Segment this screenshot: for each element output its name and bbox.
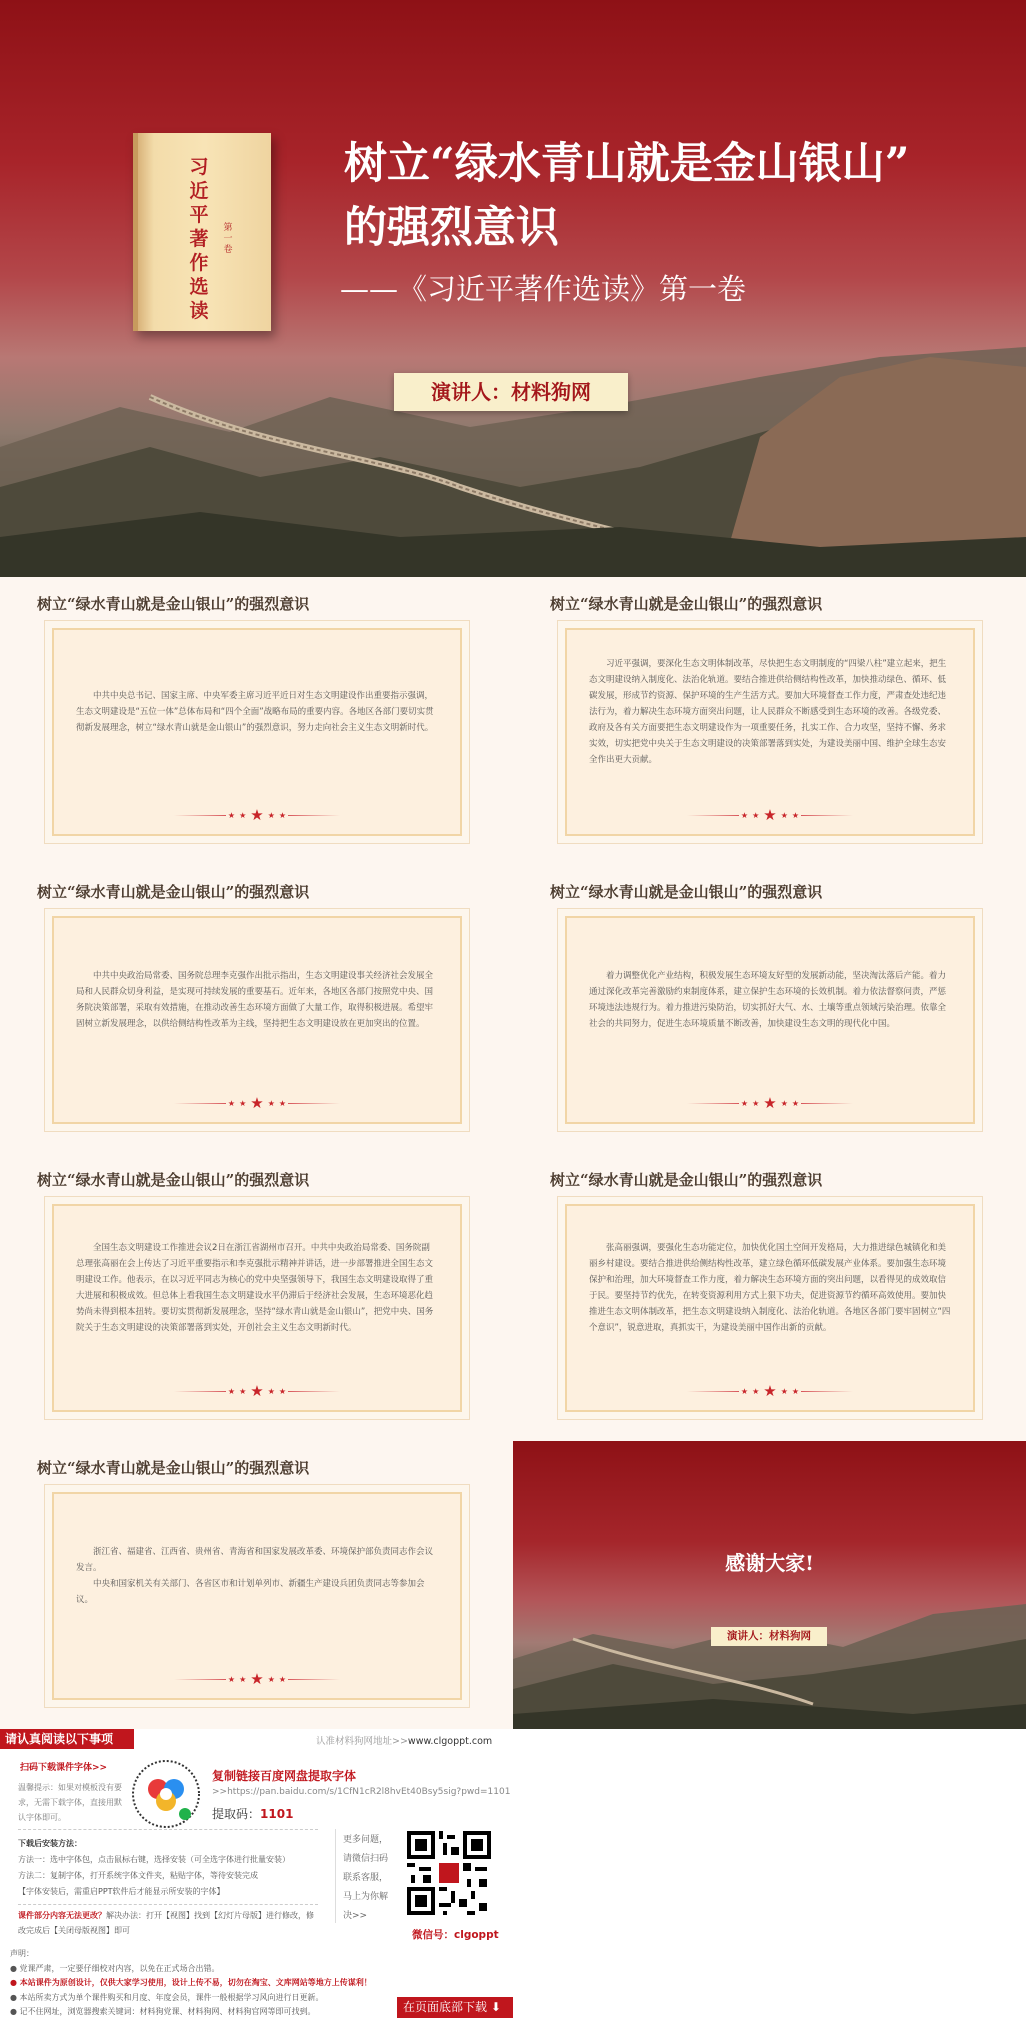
card-body: [589, 918, 951, 1082]
info-panel: [0, 1729, 513, 2018]
star-icon: ★: [791, 1386, 800, 1396]
text-card: [52, 1492, 462, 1700]
star-icon: ★: [267, 1098, 275, 1108]
text-card: [565, 628, 975, 836]
card-body: [76, 918, 438, 1082]
star-icon: ★: [227, 1674, 236, 1684]
card-paragraph: 着力调整优化产业结构，积极发展生态环境友好型的发展新动能，坚决淘汰落后产能。着力通过深化改革完善激励约束制度体系，建立保护生态环境的长效机制。着力依法督察问责，严惩环境违法违规行为。着力推进污染防治，切实抓好大气、水、土壤等重点领域污染治理。依靠全社会的共同努力，促进生态环境质量不断改善，加快建设生态文明的现代化中国。: [589, 971, 947, 1029]
declaration-item: ● 本站课件为原创设计，仅供大家学习使用，设计上传不易，切勿在淘宝、文库网站等地方上传谋利！: [10, 1978, 372, 1987]
card-paragraph: 全国生态文明建设工作推进会议2日在浙江省湖州市召开。中共中央政治局常委、国务院副总理张高丽在会上传达了习近平重要指示和李克强批示精神并讲话，进一步部署推进全国生态文明建设工作。他表示，在以习近平同志为核心的党中央坚强领导下，我国生态文明建设取得了重大进展和积极成效。但总体上看我国生态文明建设水平仍滞后于经济社会发展，生态环境恶化趋势尚未得到根本扭转。要切实贯彻新发展理念，坚持“绿水青山就是金山银山”，把党中央、国务院关于生态文明建设的决策部署落到实处，开创社会主义生态文明新时代。: [76, 1243, 434, 1333]
ornament-line: [801, 815, 853, 816]
install-line: 方法一：选中字体包，点击鼠标右键，选择安装（可全选字体进行批量安装）: [18, 1855, 290, 1864]
download-font-link[interactable]: 扫码下载课件字体>>: [20, 1763, 108, 1773]
text-card: [52, 628, 462, 836]
star-icon: ★: [791, 810, 800, 820]
ornament-line: [687, 1103, 739, 1104]
extract-code-value: 1101: [260, 1807, 294, 1821]
book-cover: [133, 133, 271, 331]
slide-title: 树立“绿水青山就是金山银山”的强烈意识: [37, 1171, 310, 1189]
site-prefix: 认准材料狗网地址>>: [316, 1736, 408, 1747]
ornament-line: [174, 815, 226, 816]
card-paragraph: 中共中央总书记、国家主席、中央军委主席习近平近日对生态文明建设作出重要指示强调，生态文明建设是“五位一体”总体布局和“四个全面”战略布局的重要内容。各地区各部门要切实贯彻新发展理念，树立“绿水青山就是金山银山”的强烈意识，努力走向社会主义生态文明新时代。: [76, 691, 434, 733]
extract-code: [212, 1805, 293, 1822]
install-line: 【字体安装后，需重启PPT软件后才能显示所安装的字体】: [18, 1887, 225, 1896]
declaration-text: 党课严肃，一定要仔细校对内容，以免在正式场合出错。: [19, 1963, 220, 1973]
star-icon: ★: [740, 810, 749, 820]
card-body: [76, 630, 438, 794]
card-body: [76, 1494, 438, 1658]
star-ornament: [680, 808, 860, 822]
star-icon: ★: [239, 1098, 247, 1108]
content-slide: [0, 865, 513, 1153]
slide-title: 树立“绿水青山就是金山银山”的强烈意识: [37, 595, 310, 613]
help-text: 更多问题，请微信扫码联系客服，马上为你解决>>: [343, 1835, 389, 1921]
ornament-line: [801, 1391, 853, 1392]
declaration-text: 本站课件为原创设计，仅供大家学习使用，设计上传不易，切勿在淘宝、文库网站等地方上传谋利！: [19, 1978, 372, 1987]
card-paragraph: 张高丽强调，要强化生态功能定位，加快优化国土空间开发格局，大力推进绿色城镇化和美丽乡村建设。要结合推进供给侧结构性改革，建立绿色循环低碳发展产业体系。要加强生态环境保护和治理，加大环境督查工作力度，着力解决生态环境方面的突出问题，以看得见的成效取信于民。要坚持节约优先，在转变资源利用方式上狠下功夫，促进资源节约循环高效使用。要加快推进生态文明体制改革，把生态文明建设纳入制度化、法治化轨道。各地区各部门要牢固树立“四个意识”，锐意进取，真抓实干，为建设美丽中国作出新的贡献。: [589, 1243, 951, 1333]
star-icon: ★: [239, 1674, 247, 1684]
star-icon: ★: [740, 1098, 749, 1108]
site-address: [316, 1733, 492, 1747]
star-icon: ★: [227, 1386, 236, 1396]
star-icon: ★: [267, 810, 275, 820]
ornament-line: [687, 815, 739, 816]
card-body: [589, 1206, 951, 1370]
star-icon: ★: [780, 810, 788, 820]
star-icon: ★: [740, 1386, 749, 1396]
cover-slide: [0, 0, 1026, 577]
ornament-line: [687, 1391, 739, 1392]
card-paragraph: 习近平强调，要深化生态文明体制改革，尽快把生态文明制度的“四梁八柱”建立起来，把生态文明建设纳入制度化、法治化轨道。要结合推进供给侧结构性改革，加快推动绿色、循环、低碳发展，形成节约资源、保护环境的生产生活方式。要加大环境督查工作力度，严肃查处违纪违法行为，着力解决生态环境方面突出问题，让人民群众不断感受到生态环境的改善。各级党委、政府及各有关方面要把生态文明建设作为一项重要任务，扎实工作、合力攻坚，坚持不懈、务求实效，切实把党中央关于生态文明建设的决策部署落到实处，为建设美丽中国、维护全球生态安全作出更大贡献。: [589, 659, 947, 765]
content-slide: [0, 1153, 513, 1441]
star-icon: ★: [763, 1382, 777, 1400]
star-ornament: [167, 1384, 347, 1398]
star-ornament: [167, 1672, 347, 1686]
cover-title-line1: 树立“绿水青山就是金山银山”: [344, 139, 910, 189]
divider: [18, 1829, 318, 1830]
install-line: 方法二：复制字体，打开系统字体文件夹，粘贴字体，等待安装完成: [18, 1871, 258, 1880]
slide-title: 树立“绿水青山就是金山银山”的强烈意识: [550, 1171, 823, 1189]
ornament-line: [288, 1103, 340, 1104]
card-paragraph: 中央和国家机关有关部门、各省区市和计划单列市、新疆生产建设兵团负责同志等参加会议。: [76, 1579, 425, 1605]
font-download-link[interactable]: >>https://pan.baidu.com/s/1CfN1cR2l8hvEt40Bsy5sig?pwd=1101: [212, 1787, 511, 1797]
edit-help-title: 课件部分内容无法更改？: [18, 1911, 106, 1920]
great-wall-mountains: [513, 1599, 1026, 1729]
copy-link-title: 复制链接百度网盘提取字体: [212, 1769, 357, 1783]
site-link[interactable]: www.clgoppt.com: [407, 1736, 493, 1747]
star-icon: ★: [267, 1674, 275, 1684]
ornament-line: [288, 815, 340, 816]
star-ornament: [167, 1096, 347, 1110]
declaration-text: 记不住网址，浏览器搜索关键词：材料狗党课、材料狗网、材料狗官网等即可找到。: [19, 2007, 316, 2016]
slide-title: 树立“绿水青山就是金山银山”的强烈意识: [550, 595, 823, 613]
wechat-id: 微信号：clgoppt: [412, 1929, 499, 1941]
content-slide: [513, 577, 1026, 865]
star-icon: ★: [278, 810, 287, 820]
card-body: [76, 1206, 438, 1370]
install-title: 下载后安装方法：: [18, 1839, 82, 1848]
star-ornament: [680, 1384, 860, 1398]
divider: [18, 1904, 318, 1905]
ornament-line: [174, 1103, 226, 1104]
star-icon: ★: [250, 1670, 264, 1688]
declaration-item: ● 记不住网址，浏览器搜索关键词：材料狗党课、材料狗网、材料狗官网等即可找到。: [10, 2007, 316, 2016]
star-icon: ★: [780, 1098, 788, 1108]
extract-code-label: 提取码：: [212, 1807, 261, 1821]
speaker-badge: 演讲人：材料狗网: [711, 1627, 827, 1646]
declaration-title: 声明：: [10, 1949, 34, 1958]
declaration-item: ● 本站所卖方式为单个课件购买和月度、年度会员，课件一般根据学习风向进行日更新。: [10, 1992, 324, 2002]
star-icon: ★: [239, 1386, 247, 1396]
text-card: [52, 916, 462, 1124]
star-icon: ★: [791, 1098, 800, 1108]
cover-subtitle: ——《习近平著作选读》第一卷: [340, 272, 747, 306]
thanks-slide: [513, 1441, 1026, 1729]
star-icon: ★: [763, 806, 777, 824]
star-icon: ★: [227, 1098, 236, 1108]
thanks-title: 感谢大家!: [725, 1551, 814, 1575]
star-icon: ★: [752, 810, 760, 820]
star-icon: ★: [278, 1098, 287, 1108]
star-icon: ★: [250, 1382, 264, 1400]
star-icon: ★: [752, 1098, 760, 1108]
edit-help: [18, 1908, 318, 1938]
ornament-line: [288, 1391, 340, 1392]
star-icon: ★: [227, 810, 236, 820]
text-card: [565, 916, 975, 1124]
content-slide: [513, 1153, 1026, 1441]
text-card: [565, 1204, 975, 1412]
star-icon: ★: [780, 1386, 788, 1396]
declaration-text: 本站所卖方式为单个课件购买和月度、年度会员，课件一般根据学习风向进行日更新。: [19, 1992, 324, 2002]
ornament-line: [288, 1679, 340, 1680]
declaration-item: ● 党课严肃，一定要仔细校对内容，以免在正式场合出错。: [10, 1963, 220, 1973]
star-ornament: [167, 808, 347, 822]
download-at-bottom-button[interactable]: 在页面底部下载 ⬇: [397, 1997, 513, 2018]
card-paragraph: 浙江省、福建省、江西省、贵州省、青海省和国家发展改革委、环境保护部负责同志作会议发言。: [76, 1547, 434, 1573]
content-slide: [0, 577, 513, 865]
ornament-line: [801, 1103, 853, 1104]
notice-header: 请认真阅读以下事项: [0, 1729, 134, 1749]
star-icon: ★: [250, 806, 264, 824]
star-icon: ★: [278, 1674, 287, 1684]
content-slide: [0, 1441, 513, 1729]
speaker-badge: 演讲人：材料狗网: [394, 373, 628, 411]
slide-title: 树立“绿水青山就是金山银山”的强烈意识: [37, 1459, 310, 1477]
card-body: [589, 630, 951, 794]
star-icon: ★: [752, 1386, 760, 1396]
star-ornament: [680, 1096, 860, 1110]
cover-title: [344, 132, 984, 260]
slide-title: 树立“绿水青山就是金山银山”的强烈意识: [37, 883, 310, 901]
star-icon: ★: [278, 1386, 287, 1396]
cover-title-line2: 的强烈意识: [344, 203, 559, 253]
star-icon: ★: [763, 1094, 777, 1112]
star-icon: ★: [239, 810, 247, 820]
book-volume: 第一卷: [223, 223, 233, 255]
tip-text: 温馨提示：如果对模板没有要求，无需下载字体，直接用默认字体即可。: [18, 1783, 122, 1822]
slide-title: 树立“绿水青山就是金山银山”的强烈意识: [550, 883, 823, 901]
ornament-line: [174, 1679, 226, 1680]
text-card: [52, 1204, 462, 1412]
book-title: 习近平著作选读: [189, 156, 209, 322]
baidu-pan-logo: [130, 1759, 202, 1829]
content-slide: [513, 865, 1026, 1153]
divider: [335, 1829, 336, 1923]
star-icon: ★: [250, 1094, 264, 1112]
edit-help-text: 解决办法：打开【视图】找到【幻灯片母版】进行修改，修改完成后【关闭母版视图】即可: [18, 1911, 314, 1935]
install-instructions: [18, 1836, 318, 1900]
star-icon: ★: [267, 1386, 275, 1396]
wechat-qr-code: [403, 1827, 495, 1919]
card-paragraph: 中共中央政治局常委、国务院总理李克强作出批示指出，生态文明建设事关经济社会发展全局和人民群众切身利益，是实现可持续发展的重要基石。近年来，各地区各部门按照党中央、国务院决策部署，采取有效措施，在推动改善生态环境方面做了大量工作，取得积极进展。希望牢固树立新发展理念，以供给侧结构性改革为主线，坚持把生态文明建设放在更加突出的位置。: [76, 971, 434, 1029]
ornament-line: [174, 1391, 226, 1392]
